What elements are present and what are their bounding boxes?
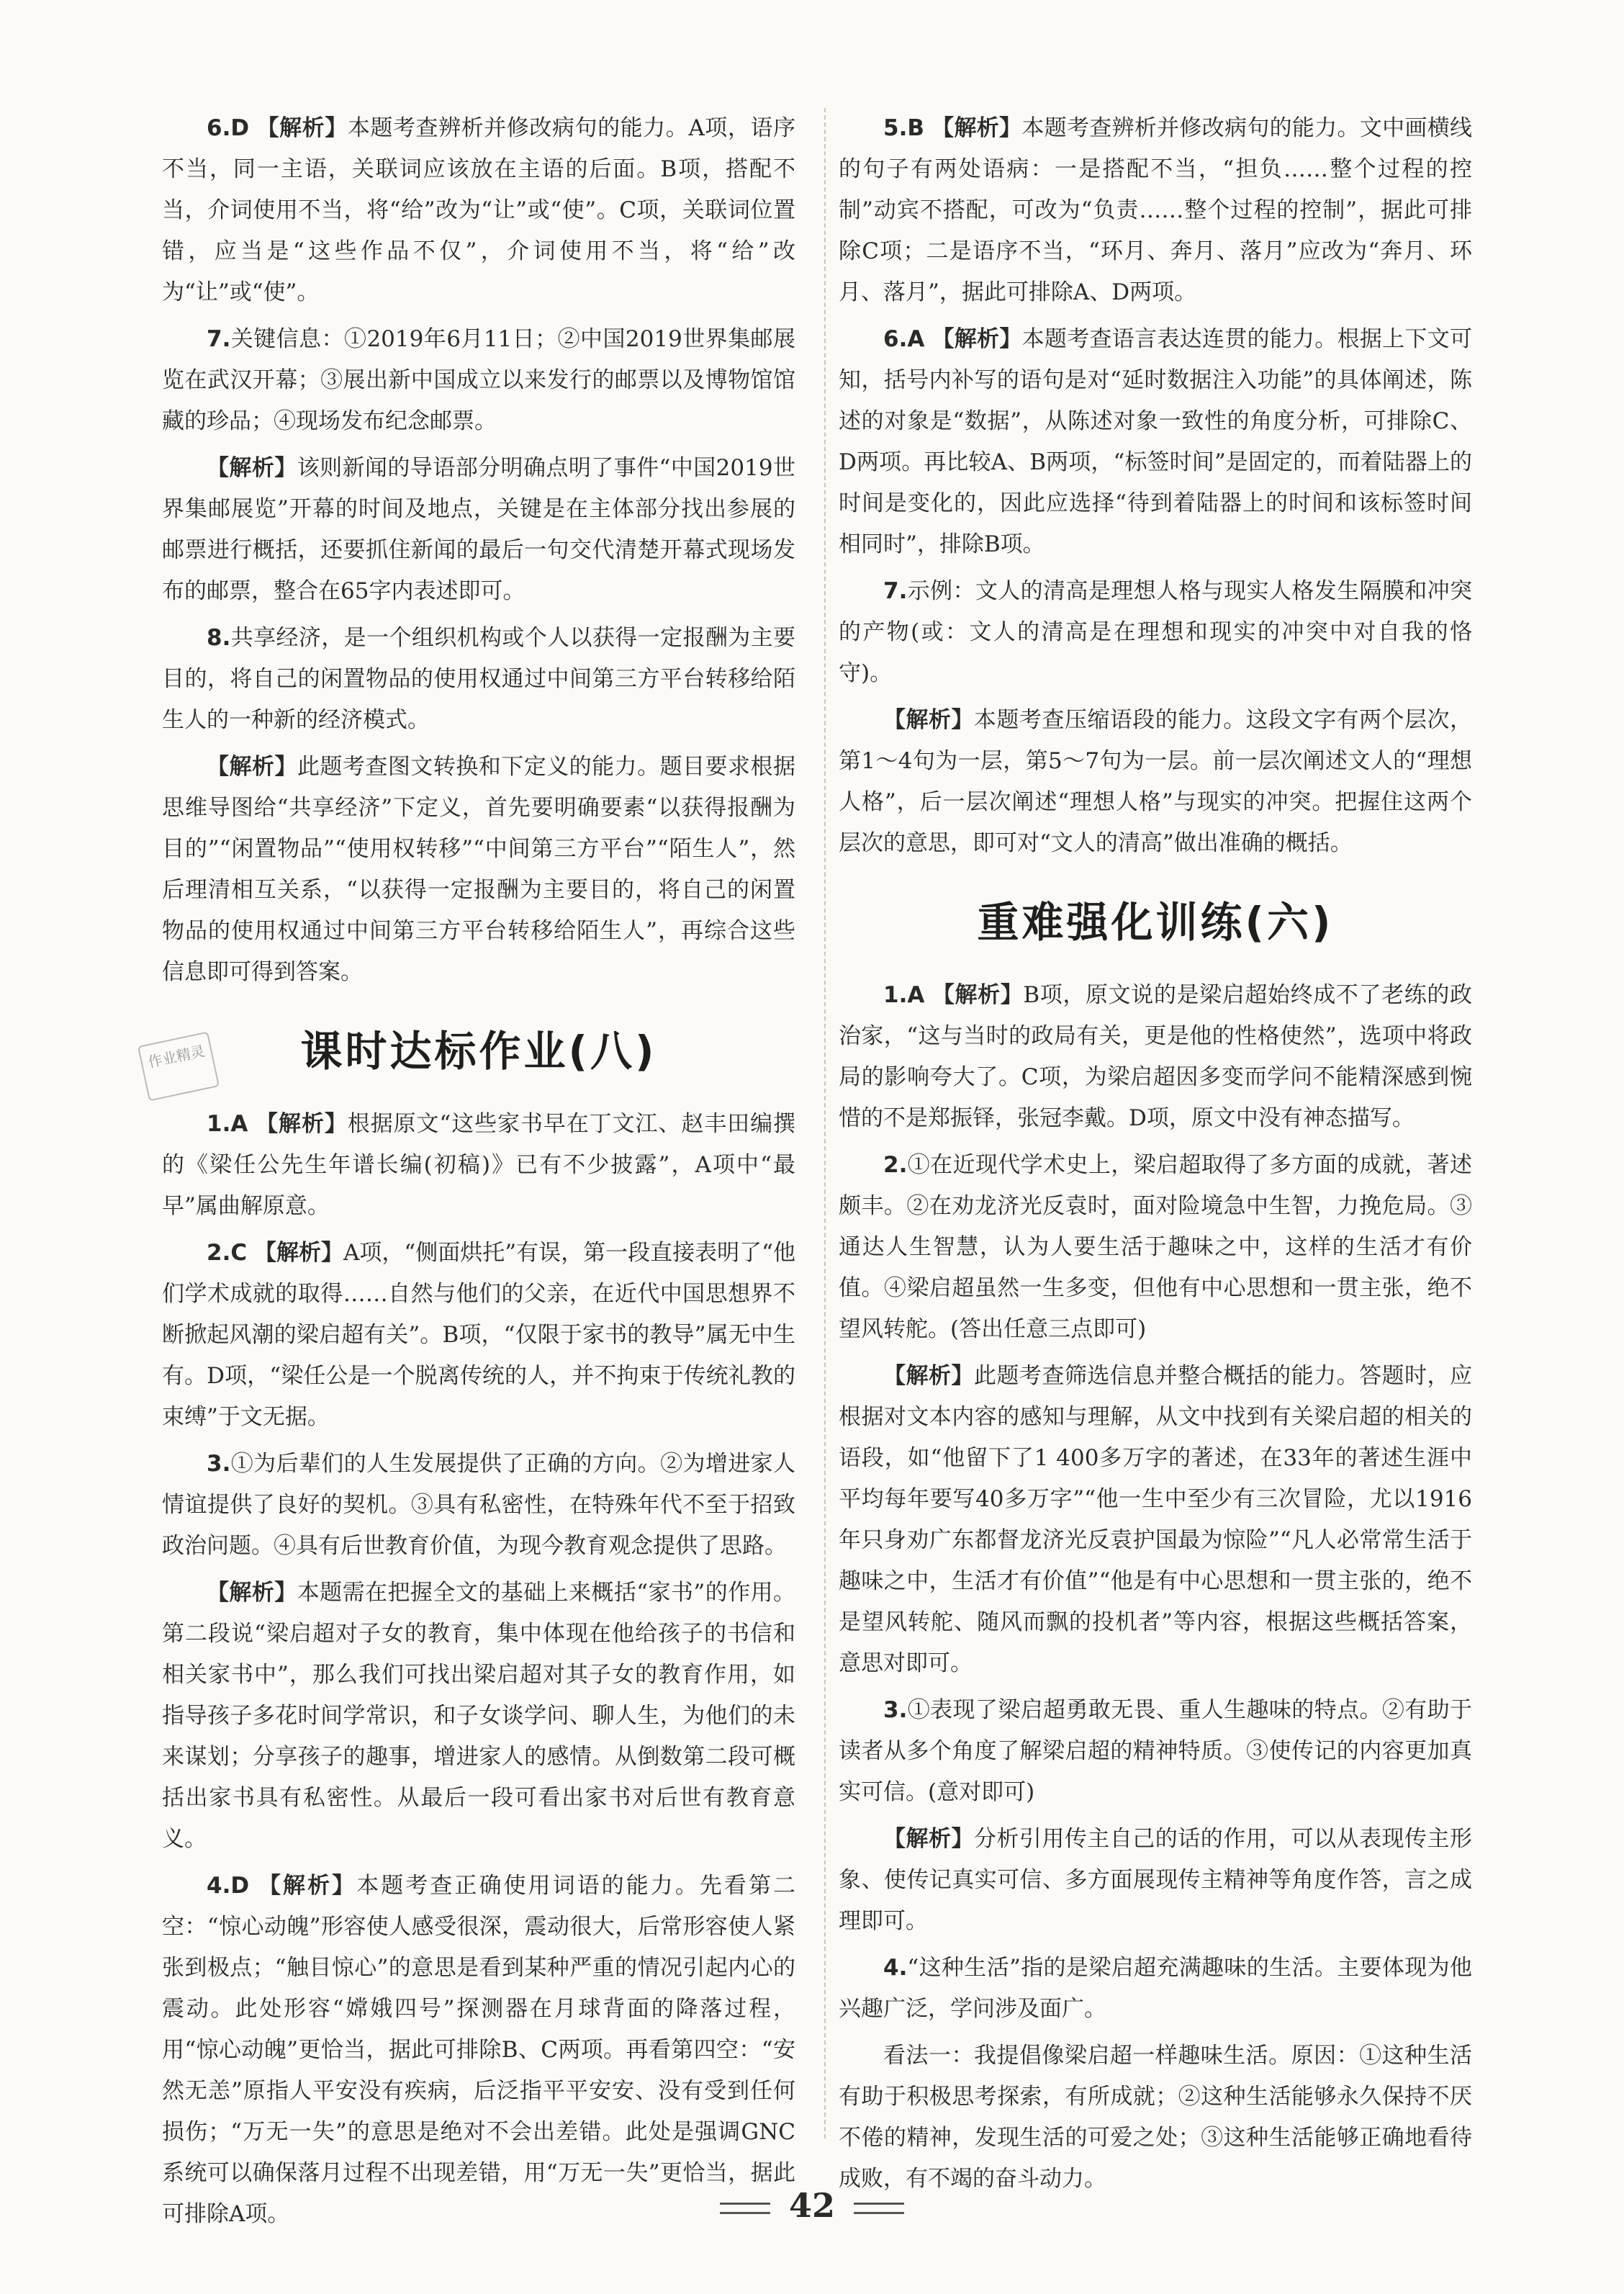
answer-h8-3: 3.①为后辈们的人生发展提供了正确的方向。②为增进家人情谊提供了良好的契机。③具有私密性，在特殊年代不至于招致政治问题。④具有后世教育价值，为现今教育观念提供了思路。 — [162, 1451, 795, 1559]
footer-rule-right — [854, 2203, 904, 2214]
answer-8: 8.共享经济，是一个组织机构或个人以获得一定报酬为主要目的，将自己的闲置物品的使用权通过中间第三方平台转移给陌生人的一种新的经济模式。 — [162, 625, 795, 733]
answer-5: 5.B 【解析】本题考查辨析并修改病句的能力。文中画横线的句子有两处语病：一是搭配不当，“担负……整个过程的控制”动宾不搭配，可改为“负责……整个过程的控制”，据此可排除C项；二是语序不当，“环月、奔月、落月”应改为“奔月、环月、落月”，据此可排除A、D两项。 — [839, 115, 1473, 305]
section-heading-training-6: 重难强化训练(六) — [977, 898, 1334, 947]
column-divider — [824, 108, 826, 2138]
page-footer — [0, 2186, 1624, 2225]
analysis-h8-3: 【解析】本题需在把握全文的基础上来概括“家书”的作用。第二段说“梁启超对子女的教育，集中体现在他给孩子的书信和相关家书中”，那么我们可找出梁启超对其子女的教育作用，如指导孩子多花时间学常识，和子女谈学问、聊人生，为他们的未来谋划；分享孩子的趣事，增进家人的感情。从倒数第二段可概括出家书具有私密性。从最后一段可看出家书对后世有教育意义。 — [162, 1580, 796, 1852]
answer-7: 7.关键信息：①2019年6月11日；②中国2019世界集邮展览在武汉开幕；③展出新中国成立以来发行的邮票以及博物馆馆藏的珍品；④现场发布纪念邮票。 — [162, 326, 795, 434]
answer-6: 6.D 【解析】本题考查辨析并修改病句的能力。A项，语序不当，同一主语，关联词应该放在主语的后面。B项，搭配不当，介词使用不当，将“给”改为“让”或“使”。C项，关联词位置错，应当是“这些作品不仅”，介词使用不当，将“给”改为“让”或“使”。 — [162, 115, 796, 305]
left-column — [162, 108, 795, 2241]
watermark-stamp: 作业精灵 — [137, 1031, 220, 1101]
analysis-t6-3: 【解析】分析引用传主自己的话的作用，可以从表现传主形象、使传记真实可信、多方面展现传主精神等角度作答，言之成理即可。 — [839, 1826, 1472, 1934]
answer-6-right: 6.A 【解析】本题考查语言表达连贯的能力。根据上下文可知，括号内补写的语句是对“延时数据注入功能”的具体阐述，陈述的对象是“数据”，从陈述对象一致性的角度分析，可排除C、D两项。再比较A、B两项，“标签时间”是固定的，而着陆器上的时间是变化的，因此应选择“待到着陆器上的时间和该标签时间相同时”，排除B项。 — [839, 326, 1473, 557]
answer-7-right: 7.示例：文人的清高是理想人格与现实人格发生隔膜和冲突的产物(或：文人的清高是在理想和现实的冲突中对自我的恪守)。 — [839, 578, 1472, 686]
answer-h8-2: 2.C 【解析】A项，“侧面烘托”有误，第一段直接表明了“他们学术成就的取得……自然与他们的父亲，在近代中国思想界不断掀起风潮的梁启超有关”。B项，“仅限于家书的教导”属无中生有。D项，“梁任公是一个脱离传统的人，并不拘束于传统礼教的束缚”于文无据。 — [162, 1240, 795, 1430]
answer-t6-4: 4.“这种生活”指的是梁启超充满趣味的生活。主要体现为他兴趣广泛，学问涉及面广。 — [839, 1955, 1472, 2022]
answer-h8-4: 4.D 【解析】本题考查正确使用词语的能力。先看第二空：“惊心动魄”形容使人感受很深，震动很大，后常形容使人紧张到极点；“触目惊心”的意思是看到某种严重的情况引起内心的震动。此处形容“嫦娥四号”探测器在月球背面的降落过程，用“惊心动魄”更恰当，据此可排除B、C两项。再看第四空：“安然无恙”原指人平安没有疾病，后泛指平平安安、没有受到任何损伤；“万无一失”的意思是绝对不会出差错。此处是强调GNC系统可以确保落月过程不出现差错，用“万无一失”更恰当，据此可排除A项。 — [162, 1873, 796, 2227]
section-heading-homework-8: 课时达标作业(八) — [300, 1027, 657, 1076]
right-column — [839, 108, 1472, 2205]
analysis-t6-2: 【解析】此题考查筛选信息并整合概括的能力。答题时，应根据对文本内容的感知与理解，从文中找到有关梁启超的相关的语段，如“他留下了1 400多万字的著述，在33年的著述生涯中平均每年要写40多万字”“他一生中至少有三次冒险，尤以1916年只身劝广东都督龙济光反袁护国最为惊险”“凡人必常常生活于趣味之中，生活才有价值”“他是有中心思想和一贯主张的，绝不是望风转舵、随风而飘的投机者”等内容，根据这些概括答案，意思对即可。 — [839, 1363, 1472, 1676]
analysis-7: 【解析】该则新闻的导语部分明确点明了事件“中国2019世界集邮展览”开幕的时间及地点，关键是在主体部分找出参展的邮票进行概括，还要抓住新闻的最后一句交代清楚开幕式现场发布的邮票，整合在65字内表述即可。 — [162, 455, 795, 604]
analysis-7-right: 【解析】本题考查压缩语段的能力。这段文字有两个层次，第1～4句为一层，第5～7句为一层。前一层次阐述文人的“理想人格”，后一层次阐述“理想人格”与现实的冲突。把握住这两个层次的意思，即可对“文人的清高”做出准确的概括。 — [839, 707, 1472, 856]
answer-h8-1: 1.A 【解析】根据原文“这些家书早在丁文江、赵丰田编撰的《梁任公先生年谱长编(初稿)》已有不少披露”，A项中“最早”属曲解原意。 — [162, 1111, 795, 1219]
answer-t6-1: 1.A 【解析】B项，原文说的是梁启超始终成不了老练的政治家，“这与当时的政局有关，更是他的性格使然”，选项中将政局的影响夸大了。C项，为梁启超因多变而学问不能精深感到惋惜的不是郑振铎，张冠李戴。D项，原文中没有神态描写。 — [839, 982, 1473, 1131]
analysis-8: 【解析】此题考查图文转换和下定义的能力。题目要求根据思维导图给“共享经济”下定义，首先要明确要素“以获得报酬为目的”“闲置物品”“使用权转移”“中间第三方平台”“陌生人”，然后理清相互关系，“以获得一定报酬为主要目的，将自己的闲置物品的使用权通过中间第三方平台转移给陌生人”，再综合这些信息即可得到答案。 — [162, 754, 795, 985]
page-number: 42 — [788, 2186, 835, 2225]
footer-rule-left — [720, 2203, 770, 2214]
answer-t6-3: 3.①表现了梁启超勇敢无畏、重人生趣味的特点。②有助于读者从多个角度了解梁启超的精神特质。③使传记的内容更加真实可信。(意对即可) — [839, 1697, 1472, 1805]
answer-t6-4-view: 看法一：我提倡像梁启超一样趣味生活。原因：①这种生活有助于积极思考探索，有所成就；②这种生活能够永久保持不厌不倦的精神，发现生活的可爱之处；③这种生活能够正确地看待成败，有不竭的奋斗动力。 — [839, 2043, 1472, 2192]
answer-t6-2: 2.①在近现代学术史上，梁启超取得了多方面的成就，著述颇丰。②在劝龙济光反袁时，面对险境急中生智，力挽危局。③通达人生智慧，认为人要生活于趣味之中，这样的生活才有价值。④梁启超虽然一生多变，但他有中心思想和一贯主张，绝不望风转舵。(答出任意三点即可) — [839, 1152, 1472, 1342]
